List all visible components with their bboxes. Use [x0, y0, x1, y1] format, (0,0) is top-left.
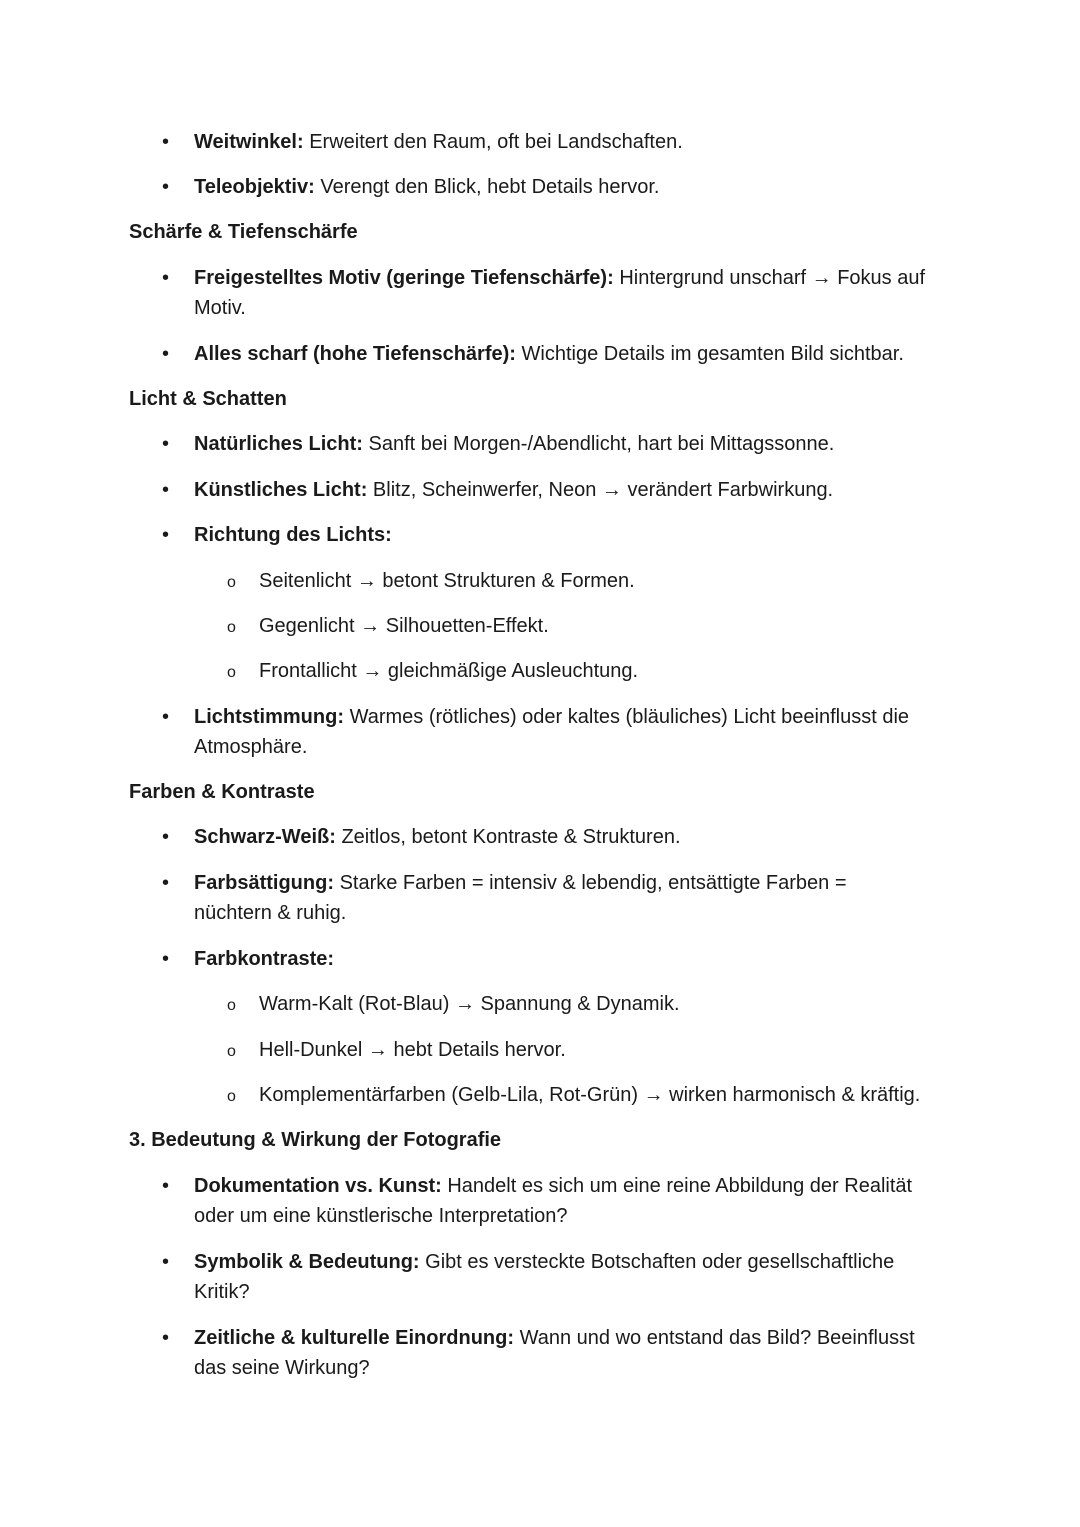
section-heading-farben: Farben & Kontraste	[129, 781, 315, 803]
item-text-continued: das seine Wirkung?	[194, 1357, 370, 1379]
sub-item-frontallicht: o Frontallicht → gleichmäßige Ausleuchtung.	[259, 656, 638, 686]
item-term: Dokumentation vs. Kunst:	[194, 1175, 442, 1197]
item-text-continued: nüchtern & ruhig.	[194, 902, 347, 924]
item-term: Schwarz-Weiß:	[194, 826, 336, 848]
list-item-weitwinkel	[194, 127, 683, 157]
item-text: Zeitlos, betont Kontraste & Strukturen.	[341, 826, 681, 848]
item-text-continued: oder um eine künstlerische Interpretation?	[194, 1205, 568, 1227]
item-text: Handelt es sich um eine reine Abbildung der Realität	[447, 1175, 913, 1197]
list-item-teleobjektiv	[194, 172, 659, 202]
section-heading-bedeutung: 3. Bedeutung & Wirkung der Fotografie	[129, 1129, 502, 1151]
list-item-zeitliche-einordnung	[194, 1323, 915, 1383]
list-item-richtung-des-lichts	[194, 520, 392, 550]
list-item-symbolik	[194, 1247, 894, 1307]
item-term: Weitwinkel:	[194, 131, 304, 153]
item-term: Natürliches Licht:	[194, 433, 363, 455]
item-term: Künstliches Licht:	[194, 479, 368, 501]
list-item-farbsaettigung	[194, 868, 847, 928]
list-item-dokumentation	[194, 1171, 912, 1231]
item-term: Farbsättigung:	[194, 872, 334, 894]
item-text: Wann und wo entstand das Bild? Beeinflusst	[519, 1327, 915, 1349]
sub-item-seitenlicht: o Seitenlicht → betont Strukturen & Formen.	[259, 566, 635, 596]
section-heading-licht: Licht & Schatten	[129, 388, 287, 410]
item-text-continued: Atmosphäre.	[194, 736, 308, 758]
sub-item-hell-dunkel: o Hell-Dunkel → hebt Details hervor.	[259, 1035, 566, 1065]
item-term: Richtung des Lichts:	[194, 524, 392, 546]
item-text: Verengt den Blick, hebt Details hervor.	[320, 176, 660, 198]
item-term: Symbolik & Bedeutung:	[194, 1251, 420, 1273]
item-text: Hintergrund unscharf → Fokus auf	[619, 267, 926, 289]
item-text-continued: Kritik?	[194, 1281, 250, 1303]
item-text: Erweitert den Raum, oft bei Landschaften.	[309, 131, 683, 153]
section-heading-schaerfe: Schärfe & Tiefenschärfe	[129, 221, 358, 243]
sub-item-gegenlicht: o Gegenlicht → Silhouetten-Effekt.	[259, 611, 549, 641]
list-item-freigestelltes-motiv	[194, 263, 925, 323]
sub-item-komplementaerfarben: o Komplementärfarben (Gelb-Lila, Rot-Grün) → wirken harmonisch & kräftig.	[259, 1080, 920, 1110]
list-item-schwarz-weiss	[194, 822, 681, 852]
item-text-continued: Motiv.	[194, 297, 246, 319]
list-item-farbkontraste	[194, 944, 334, 974]
list-item-natuerliches-licht	[194, 429, 834, 459]
list-item-alles-scharf	[194, 339, 904, 369]
item-text: Wichtige Details im gesamten Bild sichtbar.	[521, 343, 904, 365]
list-item-kuenstliches-licht	[194, 475, 833, 505]
list-item-lichtstimmung	[194, 702, 909, 762]
item-text: Blitz, Scheinwerfer, Neon → verändert Farbwirkung.	[372, 479, 834, 501]
item-text: Starke Farben = intensiv & lebendig, entsättigte Farben =	[339, 872, 847, 894]
item-text: Warmes (rötliches) oder kaltes (bläuliches) Licht beeinflusst die	[349, 706, 910, 728]
item-term: Teleobjektiv:	[194, 176, 315, 198]
item-term: Zeitliche & kulturelle Einordnung:	[194, 1327, 515, 1349]
item-text: Gibt es versteckte Botschaften oder gesellschaftliche	[425, 1251, 895, 1273]
item-text: Sanft bei Morgen-/Abendlicht, hart bei Mittagssonne.	[368, 433, 835, 455]
item-term: Lichtstimmung:	[194, 706, 344, 728]
sub-item-warm-kalt: o Warm-Kalt (Rot-Blau) → Spannung & Dynamik.	[259, 989, 680, 1019]
item-term: Alles scharf (hohe Tiefenschärfe):	[194, 343, 516, 365]
item-term: Freigestelltes Motiv (geringe Tiefenschärfe):	[194, 267, 614, 289]
item-term: Farbkontraste:	[194, 948, 335, 970]
